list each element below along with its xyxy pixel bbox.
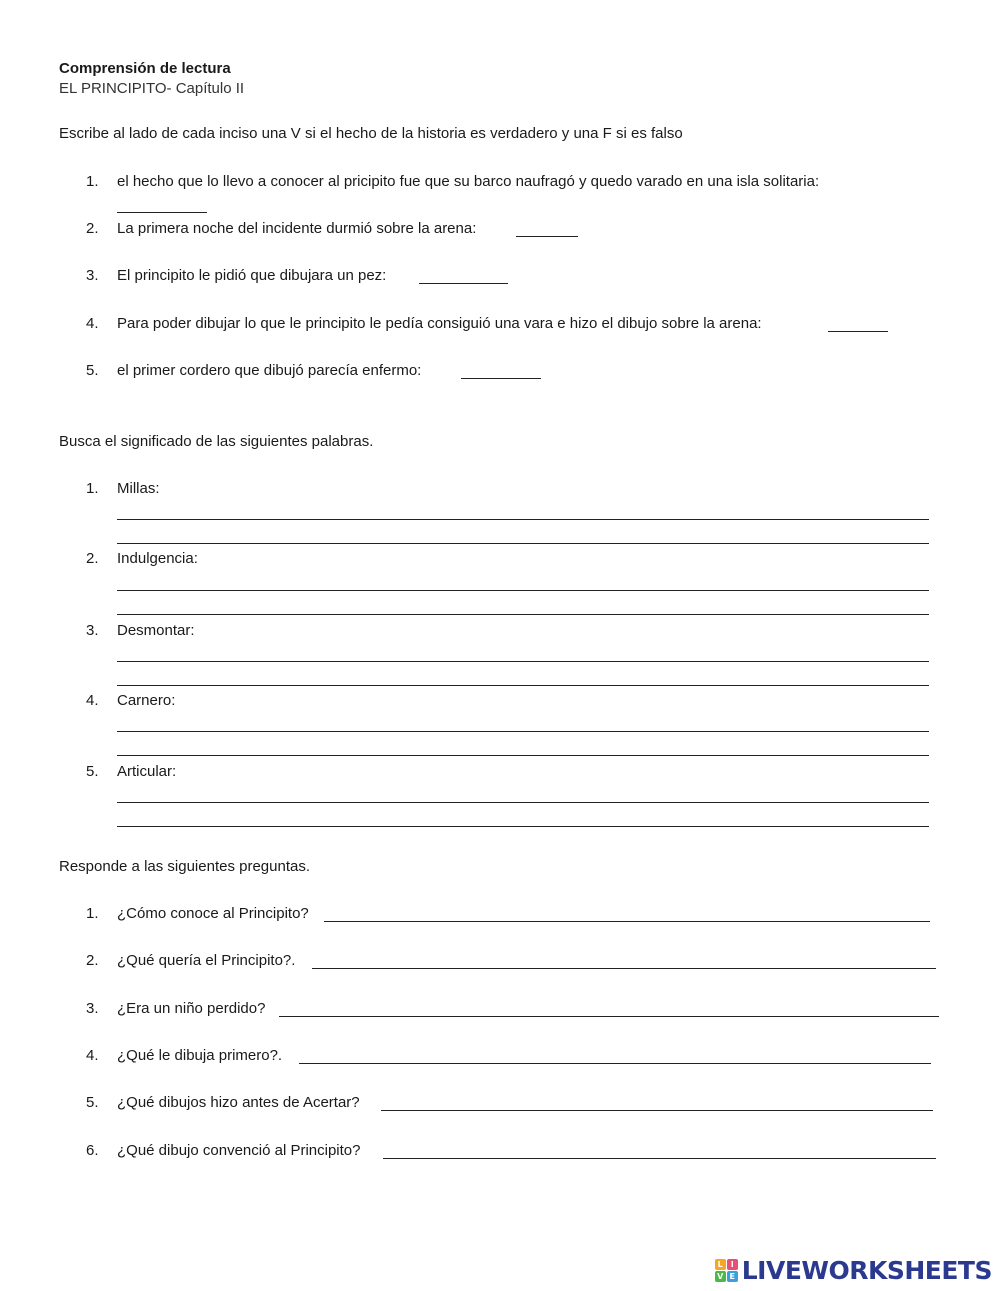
section3-question: ¿Qué quería el Principito?. [117, 952, 296, 969]
definition-answer-line[interactable] [117, 731, 929, 732]
logo-squares-icon [715, 1259, 738, 1282]
true-false-answer-line[interactable] [461, 378, 541, 379]
section3-item-number: 6. [86, 1142, 99, 1159]
logo-square: E [727, 1271, 738, 1282]
section2-item-number: 4. [86, 692, 99, 709]
section3-question: ¿Qué le dibuja primero?. [117, 1047, 283, 1064]
section3-item-number: 3. [86, 1000, 99, 1017]
section1-item-number: 1. [86, 173, 99, 190]
logo-text: LIVEWORKSHEETS [741, 1256, 992, 1285]
section3-question: ¿Qué dibujos hizo antes de Acertar? [117, 1094, 360, 1111]
logo-square: L [715, 1259, 726, 1270]
section1-item-number: 3. [86, 267, 99, 284]
section1-item-number: 5. [86, 362, 99, 379]
section1-item-text: el primer cordero que dibujó parecía enfermo: [117, 362, 422, 379]
section3-item-number: 2. [86, 952, 99, 969]
section3-question: ¿Qué dibujo convenció al Principito? [117, 1142, 361, 1159]
section2-item-number: 5. [86, 763, 99, 780]
definition-answer-line[interactable] [117, 614, 929, 615]
liveworksheets-logo [715, 1256, 992, 1285]
page-title: Comprensión de lectura [59, 60, 231, 77]
section1-item-text: el hecho que lo llevo a conocer al pricipito fue que su barco naufragó y quedo varado en una isla solitaria: [117, 173, 820, 190]
logo-square: I [727, 1259, 738, 1270]
section3-item-number: 5. [86, 1094, 99, 1111]
section2-item-number: 2. [86, 550, 99, 567]
section1-instruction: Escribe al lado de cada inciso una V si el hecho de la historia es verdadero y una F si es falso [59, 125, 683, 142]
section2-item-number: 3. [86, 622, 99, 639]
section1-item-number: 4. [86, 315, 99, 332]
definition-answer-line[interactable] [117, 802, 929, 803]
question-answer-line[interactable] [279, 1016, 939, 1017]
true-false-answer-line[interactable] [828, 331, 888, 332]
section1-item-number: 2. [86, 220, 99, 237]
question-answer-line[interactable] [299, 1063, 931, 1064]
section2-word: Millas: [117, 480, 160, 497]
section3-question: ¿Cómo conoce al Principito? [117, 905, 309, 922]
question-answer-line[interactable] [324, 921, 930, 922]
section2-word: Articular: [117, 763, 177, 780]
question-answer-line[interactable] [381, 1110, 933, 1111]
page-subtitle: EL PRINCIPITO- Capítulo II [59, 80, 245, 97]
section1-item-text: La primera noche del incidente durmió sobre la arena: [117, 220, 477, 237]
definition-answer-line[interactable] [117, 685, 929, 686]
definition-answer-line[interactable] [117, 543, 929, 544]
definition-answer-line[interactable] [117, 590, 929, 591]
question-answer-line[interactable] [312, 968, 936, 969]
section3-instruction: Responde a las siguientes preguntas. [59, 858, 311, 875]
section1-item-text: El principito le pidió que dibujara un pez: [117, 267, 387, 284]
question-answer-line[interactable] [383, 1158, 936, 1159]
section2-word: Desmontar: [117, 622, 195, 639]
section1-item-text: Para poder dibujar lo que le principito le pedía consiguió una vara e hizo el dibujo sobre la arena: [117, 315, 762, 332]
logo-square: V [715, 1271, 726, 1282]
section2-item-number: 1. [86, 480, 99, 497]
section2-word: Carnero: [117, 692, 176, 709]
section3-item-number: 1. [86, 905, 99, 922]
true-false-answer-line[interactable] [419, 283, 508, 284]
definition-answer-line[interactable] [117, 519, 929, 520]
true-false-answer-line[interactable] [516, 236, 578, 237]
section2-instruction: Busca el significado de las siguientes palabras. [59, 433, 374, 450]
true-false-answer-line[interactable] [117, 212, 207, 213]
section2-word: Indulgencia: [117, 550, 198, 567]
definition-answer-line[interactable] [117, 661, 929, 662]
definition-answer-line[interactable] [117, 755, 929, 756]
section3-question: ¿Era un niño perdido? [117, 1000, 266, 1017]
section3-item-number: 4. [86, 1047, 99, 1064]
definition-answer-line[interactable] [117, 826, 929, 827]
